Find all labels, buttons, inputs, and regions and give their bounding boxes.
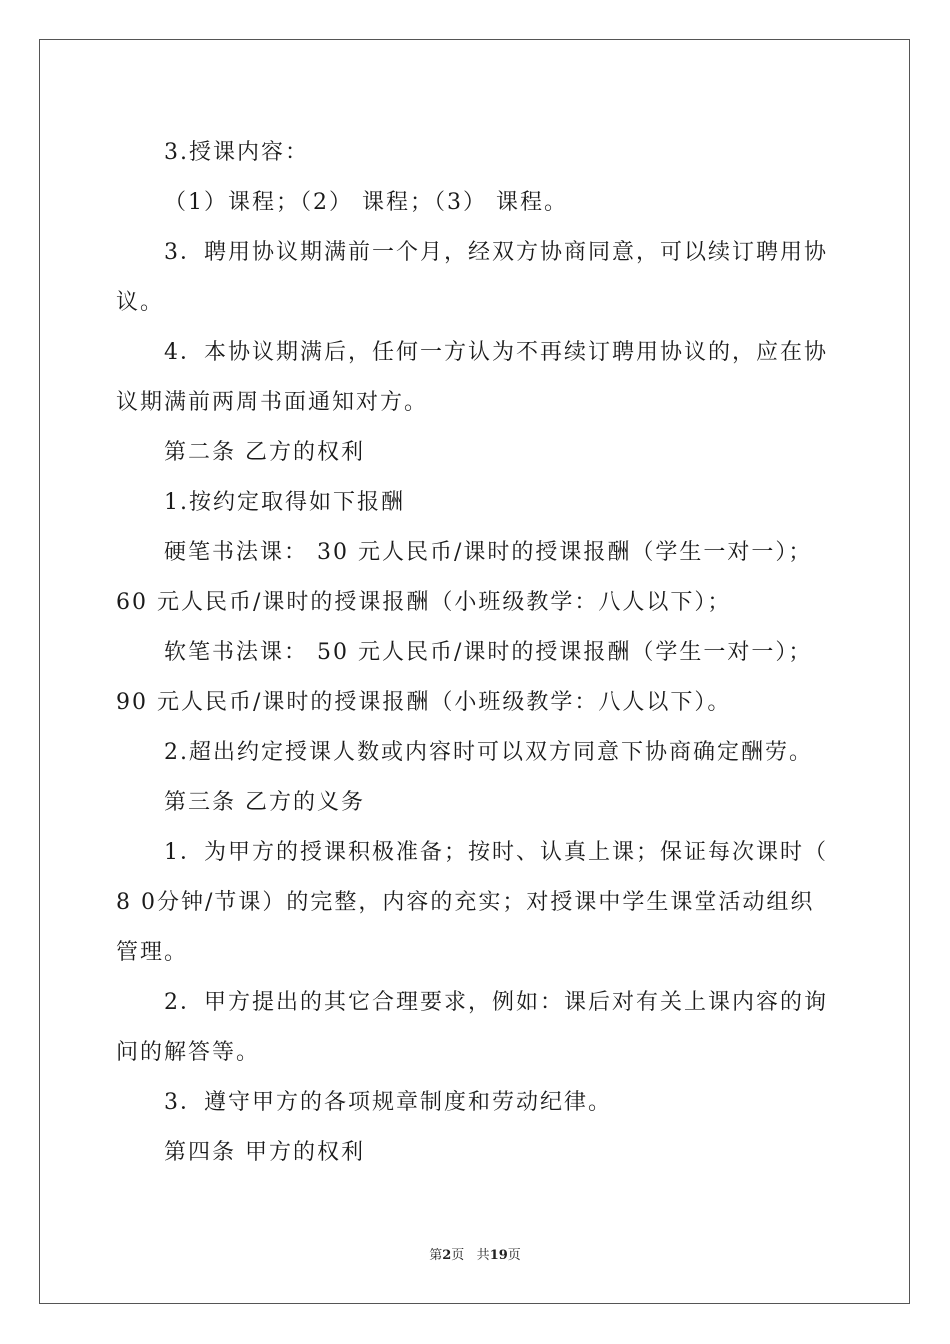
text-line: 问的解答等。 [116, 1040, 261, 1065]
text-line: 软笔书法课： 50 元人民币/课时的授课报酬（学生一对一）； [164, 640, 813, 665]
footer-total-suffix: 页 [507, 1248, 521, 1263]
text-line: 2.超出约定授课人数或内容时可以双方同意下协商确定酬劳。 [164, 740, 813, 765]
text-line: 8 0分钟/节课）的完整，内容的充实；对授课中学生课堂活动组织 [116, 890, 815, 915]
page-footer [0, 1247, 950, 1265]
document-body [116, 128, 836, 1178]
text-line: 第二条 乙方的权利 [164, 440, 365, 465]
footer-page-suffix: 页 [451, 1248, 465, 1263]
text-line: 议。 [116, 290, 165, 315]
text-line: 3．聘用协议期满前一个月，经双方协商同意，可以续订聘用协 [164, 240, 828, 265]
text-line: 1．为甲方的授课积极准备；按时、认真上课；保证每次课时（ [164, 840, 828, 865]
text-line: 4．本协议期满后，任何一方认为不再续订聘用协议的，应在协 [164, 340, 828, 365]
text-line: 90 元人民币/课时的授课报酬（小班级教学：八人以下）。 [116, 690, 732, 715]
text-line: 1.按约定取得如下报酬 [164, 490, 405, 515]
footer-total-pages: 19 [489, 1248, 508, 1263]
text-line: 2．甲方提出的其它合理要求，例如：课后对有关上课内容的询 [164, 990, 828, 1015]
text-line: （1）课程；（2） 课程；（3） 课程。 [164, 190, 568, 215]
footer-prefix: 第 [429, 1248, 443, 1263]
footer-total-prefix: 共 [476, 1248, 490, 1263]
text-line: 3．遵守甲方的各项规章制度和劳动纪律。 [164, 1090, 612, 1115]
text-line: 议期满前两周书面通知对方。 [116, 390, 429, 415]
text-line: 第四条 甲方的权利 [164, 1140, 365, 1165]
text-line: 第三条 乙方的义务 [164, 790, 365, 815]
footer-page-number: 2 [442, 1248, 452, 1263]
text-line: 3.授课内容： [164, 140, 309, 165]
text-line: 管理。 [116, 940, 189, 965]
text-line: 60 元人民币/课时的授课报酬（小班级教学：八人以下）； [116, 590, 732, 615]
text-line: 硬笔书法课： 30 元人民币/课时的授课报酬（学生一对一）； [164, 540, 813, 565]
